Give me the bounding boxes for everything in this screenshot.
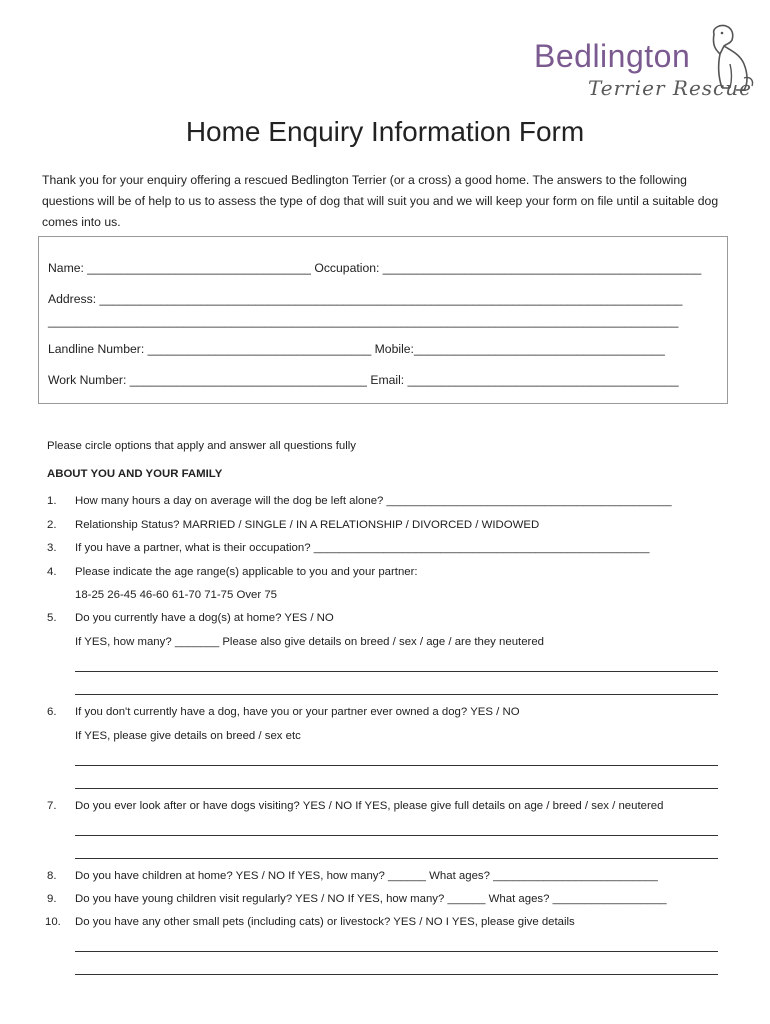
question-8-text[interactable]: Do you have children at home? YES / NO If YES, how many? ______ What ages? __________________________ bbox=[75, 870, 658, 882]
instructions-text: Please circle options that apply and answer all questions fully bbox=[47, 440, 356, 452]
answer-line[interactable] bbox=[75, 858, 718, 859]
question-6-text[interactable]: If you don't currently have a dog, have you or your partner ever owned a dog? YES / NO bbox=[75, 706, 520, 718]
logo-line-1: Bedlington bbox=[534, 38, 691, 74]
age-range-options[interactable]: 18-25 26-45 46-60 61-70 71-75 Over 75 bbox=[75, 589, 278, 601]
question-number: 10. bbox=[45, 916, 61, 928]
question-9-text[interactable]: Do you have young children visit regularly? YES / NO If YES, how many? ______ What ages? __________________ bbox=[75, 893, 667, 905]
answer-line[interactable] bbox=[75, 835, 718, 836]
question-number: 2. bbox=[47, 519, 57, 531]
rescue-logo bbox=[530, 24, 760, 104]
work-email-field[interactable]: Work Number: ___________________________________ Email: ________________________________________ bbox=[48, 373, 679, 387]
answer-line[interactable] bbox=[75, 765, 718, 766]
answer-line[interactable] bbox=[75, 951, 718, 952]
question-1-text[interactable]: How many hours a day on average will the dog be left alone? _____________________________________________ bbox=[75, 495, 672, 507]
question-2-text[interactable]: Relationship Status? MARRIED / SINGLE / IN A RELATIONSHIP / DIVORCED / WIDOWED bbox=[75, 519, 540, 531]
page-title: Home Enquiry Information Form bbox=[185, 116, 585, 147]
question-5-followup[interactable]: If YES, how many? _______ Please also give details on breed / sex / age / are they neutered bbox=[75, 636, 545, 648]
question-number: 6. bbox=[47, 706, 57, 718]
name-occupation-field[interactable]: Name: _________________________________ Occupation: _______________________________________________ bbox=[48, 261, 702, 275]
question-5-text[interactable]: Do you currently have a dog(s) at home? YES / NO bbox=[75, 612, 334, 624]
question-4-text: Please indicate the age range(s) applicable to you and your partner: bbox=[75, 566, 418, 578]
answer-line[interactable] bbox=[75, 974, 718, 975]
question-number: 1. bbox=[47, 495, 57, 507]
address-field-continued[interactable]: _____________________________________________________________________________________________ bbox=[48, 314, 679, 328]
question-number: 5. bbox=[47, 612, 57, 624]
dog-icon bbox=[700, 24, 756, 96]
logo-line-2: Terrier Rescue bbox=[588, 76, 752, 100]
question-3-text[interactable]: If you have a partner, what is their occupation? _____________________________________________________ bbox=[75, 542, 650, 554]
question-6-followup: If YES, please give details on breed / sex etc bbox=[75, 730, 301, 742]
contact-details-box bbox=[38, 236, 728, 404]
answer-line[interactable] bbox=[75, 788, 718, 789]
question-number: 4. bbox=[47, 566, 57, 578]
intro-paragraph: Thank you for your enquiry offering a rescued Bedlington Terrier (or a cross) a good home. The answers to the following questions will be of help to us to assess the type of dog that will suit you and we will keep your form on file until a suitable dog comes into us. bbox=[42, 173, 719, 229]
answer-line[interactable] bbox=[75, 694, 718, 695]
question-10-text[interactable]: Do you have any other small pets (including cats) or livestock? YES / NO I YES, please give details bbox=[75, 916, 575, 928]
question-number: 8. bbox=[47, 870, 57, 882]
question-number: 9. bbox=[47, 893, 57, 905]
question-number: 7. bbox=[47, 800, 57, 812]
address-field[interactable]: Address: ______________________________________________________________________________________ bbox=[48, 292, 683, 306]
question-number: 3. bbox=[47, 542, 57, 554]
answer-line[interactable] bbox=[75, 671, 718, 672]
question-7-text[interactable]: Do you ever look after or have dogs visiting? YES / NO If YES, please give full details on age / breed / sex / neutered bbox=[75, 800, 664, 812]
section-heading: ABOUT YOU AND YOUR FAMILY bbox=[47, 468, 223, 480]
landline-mobile-field[interactable]: Landline Number: _________________________________ Mobile:_____________________________________ bbox=[48, 342, 665, 356]
